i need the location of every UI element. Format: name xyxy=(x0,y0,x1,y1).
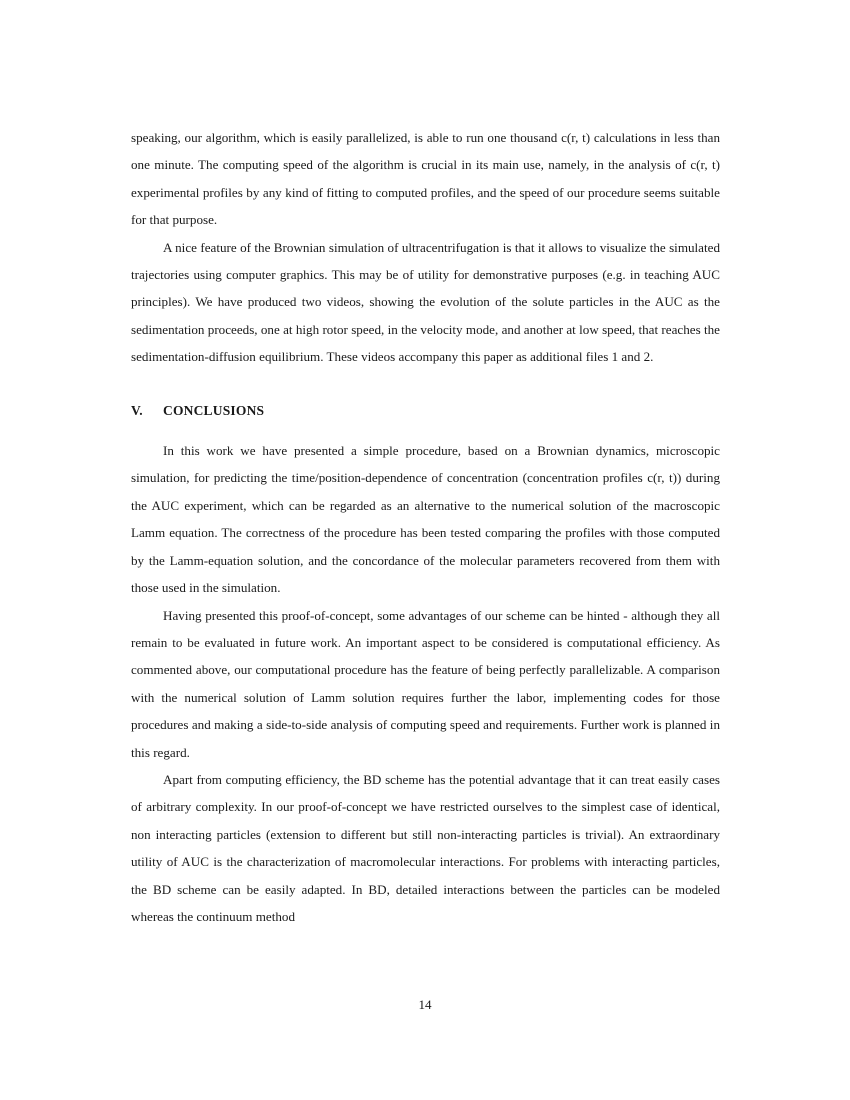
paragraph-visualization: A nice feature of the Brownian simulation of ultracentrifugation is that it allows to visualize the simulated trajectories using computer graphics. This may be of utility for demonstrative purposes (e.g. in teaching AUC principles). We have produced two videos, showing the evolution of the solute particles in the AUC as the sedimentation proceeds, one at high rotor speed, in the velocity mode, and another at low speed, that reaches the sedimentation-diffusion equilibrium. These videos accompany this paper as additional files 1 and 2. xyxy=(131,239,720,365)
paragraph-conclusions-summary: In this work we have presented a simple procedure, based on a Brownian dynamics, microscopic simulation, for predicting the time/position-dependence of concentration (concentration profiles c(r, t)) during the AUC experiment, which can be regarded as an alternative to the numerical solution of the macroscopic Lamm equation. The correctness of the procedure has been tested comparing the profiles with those computed by the Lamm-equation solution, and the concordance of the molecular parameters recovered from them with those used in the simulation. xyxy=(131,443,720,596)
paragraph-conclusions-efficiency: Having presented this proof-of-concept, some advantages of our scheme can be hinted - although they all remain to be evaluated in future work. An important aspect to be considered is computational efficiency. As commented above, our computational procedure has the feature of being perfectly parallelizable. A comparison with the numerical solution of Lamm solution requires further the labor, implementing codes for those procedures and making a side-to-side analysis of computing speed and requirements. Further work is planned in this regard. xyxy=(131,607,720,760)
section-heading-conclusions xyxy=(131,397,720,424)
section-title: CONCLUSIONS xyxy=(163,402,265,418)
page-body xyxy=(131,124,720,930)
page-number: 14 xyxy=(418,997,432,1012)
section-number: V. xyxy=(131,402,143,418)
paragraph-conclusions-complexity: Apart from computing efficiency, the BD scheme has the potential advantage that it can treat easily cases of arbitrary complexity. In our proof-of-concept we have restricted ourselves to the simplest case of identical, non interacting particles (extension to different but still non-interacting particles is trivial). An extraordinary utility of AUC is the characterization of macromolecular interactions. For problems with interacting particles, the BD scheme can be easily adapted. In BD, detailed interactions between the particles can be modeled whereas the continuum method xyxy=(131,771,720,924)
paragraph-speed-continuation: speaking, our algorithm, which is easily parallelized, is able to run one thousand c(r, t) calculations in less than one minute. The computing speed of the algorithm is crucial in its main use, namely, in the analysis of c(r, t) experimental profiles by any kind of fitting to computed profiles, and the speed of our procedure seems suitable for that purpose. xyxy=(131,130,720,228)
